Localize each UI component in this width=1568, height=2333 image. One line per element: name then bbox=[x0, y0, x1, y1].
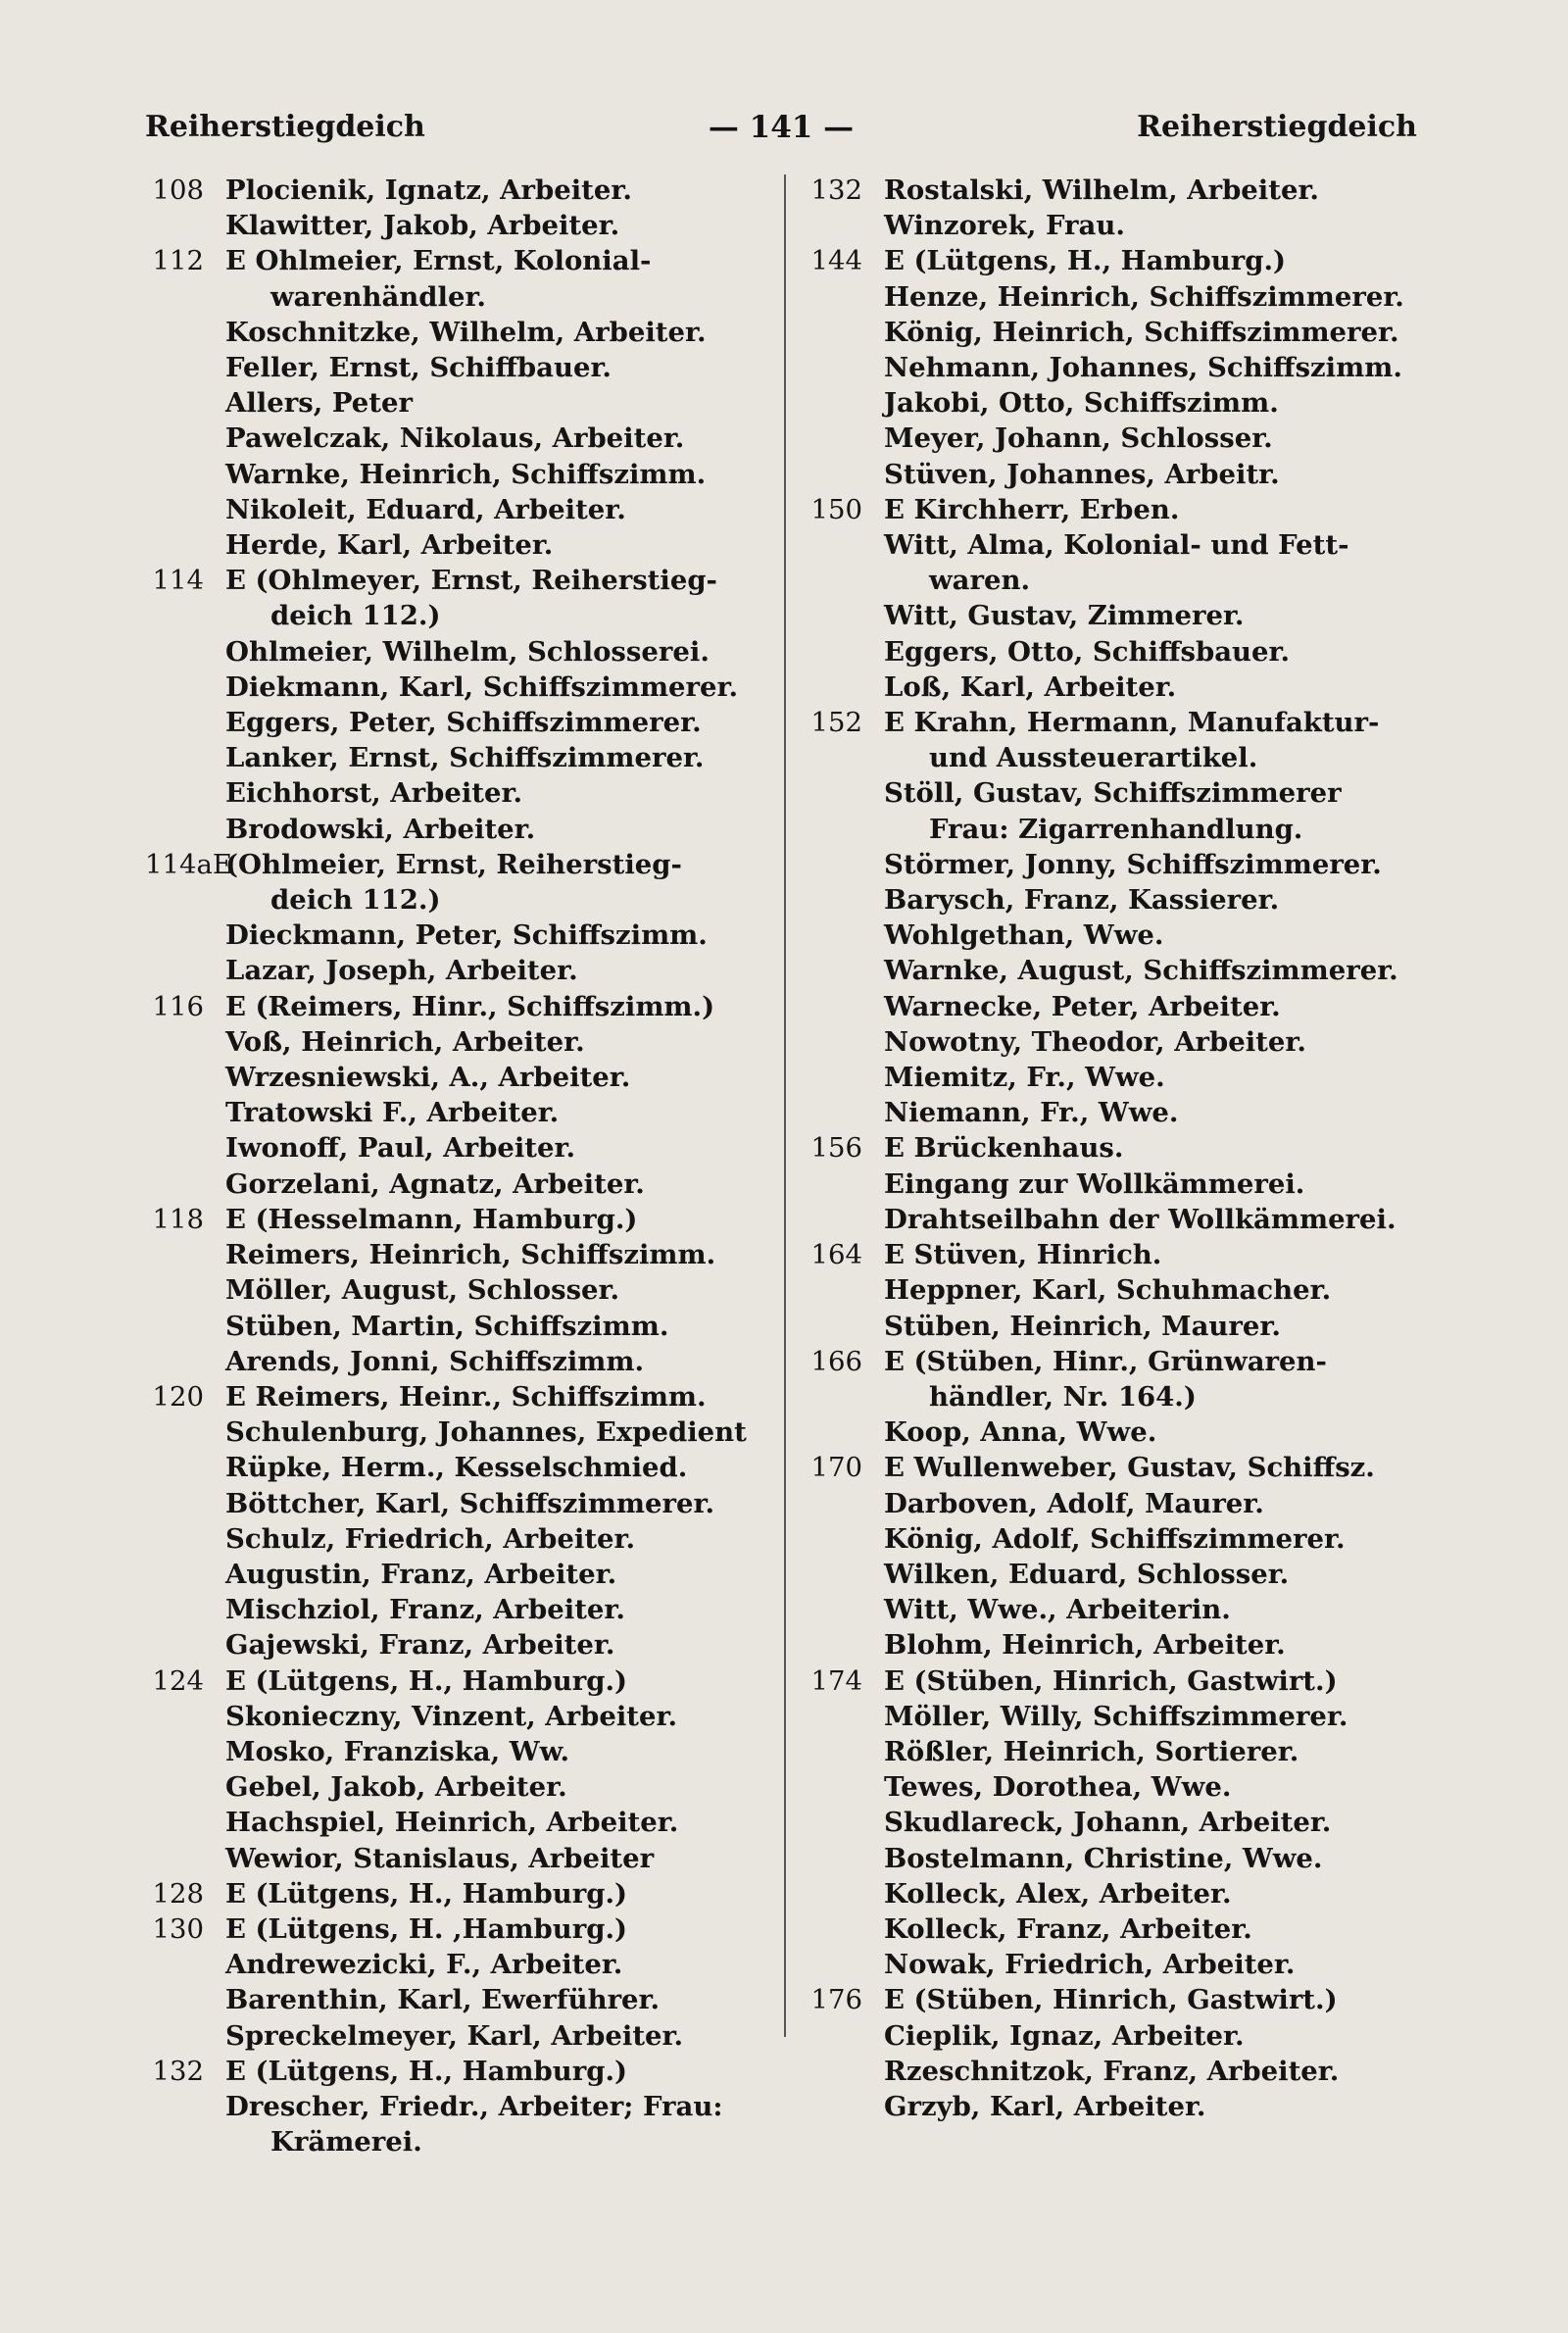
resident-line bbox=[145, 1309, 782, 1344]
house-line bbox=[804, 1130, 1441, 1166]
house-number: 156 bbox=[810, 1132, 862, 1165]
house-line bbox=[804, 173, 1441, 208]
resident-line bbox=[145, 775, 782, 811]
resident-line bbox=[804, 1947, 1441, 1982]
resident-line bbox=[804, 1202, 1441, 1237]
house-line bbox=[804, 1237, 1441, 1272]
entry-text: warenhändler. bbox=[270, 280, 486, 313]
house-line bbox=[804, 492, 1441, 527]
entry-text: Stüben, Heinrich, Maurer. bbox=[884, 1310, 1281, 1342]
entry-text: Nehmann, Johannes, Schiffszimm. bbox=[884, 352, 1402, 384]
entry-text: Warnke, Heinrich, Schiffszimm. bbox=[225, 458, 707, 490]
resident-line bbox=[145, 315, 782, 350]
resident-line bbox=[145, 812, 782, 847]
resident-line bbox=[145, 634, 782, 670]
resident-line bbox=[145, 1734, 782, 1769]
resident-line bbox=[145, 350, 782, 385]
entry-text: Voß, Heinrich, Arbeiter. bbox=[225, 1025, 585, 1058]
resident-line bbox=[145, 1841, 782, 1876]
house-number: 130 bbox=[152, 1912, 204, 1945]
resident-line bbox=[145, 1769, 782, 1805]
entry-text: Kolleck, Alex, Arbeiter. bbox=[884, 1877, 1232, 1910]
entry-text: Wrzesniewski, A., Arbeiter. bbox=[225, 1062, 631, 1094]
entry-text: E (Lütgens, H., Hamburg.) bbox=[225, 1877, 628, 1910]
resident-line bbox=[145, 1805, 782, 1840]
resident-line bbox=[804, 847, 1441, 882]
resident-line bbox=[804, 1024, 1441, 1060]
house-number: 128 bbox=[152, 1877, 204, 1910]
entry-text: Nowak, Friedrich, Arbeiter. bbox=[884, 1949, 1296, 1981]
resident-line bbox=[145, 598, 782, 633]
entry-text: E (Stüben, Hinr., Grünwaren- bbox=[884, 1345, 1327, 1377]
entry-text: Rößler, Heinrich, Sortierer. bbox=[884, 1735, 1299, 1767]
header-street-left: Reiherstiegdeich bbox=[145, 110, 425, 144]
entry-text: Gorzelani, Agnatz, Arbeiter. bbox=[225, 1167, 645, 1200]
resident-line bbox=[804, 2054, 1441, 2089]
entry-text: Gajewski, Franz, Arbeiter. bbox=[225, 1629, 615, 1662]
entry-text: Lazar, Joseph, Arbeiter. bbox=[225, 955, 578, 987]
resident-line bbox=[804, 1841, 1441, 1876]
entry-text: Reimers, Heinrich, Schiffszimm. bbox=[225, 1239, 716, 1271]
resident-line bbox=[804, 775, 1441, 811]
resident-line bbox=[804, 2089, 1441, 2124]
entry-text: Ohlmeier, Wilhelm, Schlosserei. bbox=[225, 635, 710, 668]
entry-text: Tewes, Dorothea, Wwe. bbox=[884, 1771, 1232, 1804]
house-number: 124 bbox=[152, 1664, 204, 1697]
entry-text: Witt, Alma, Kolonial- und Fett- bbox=[884, 529, 1349, 562]
resident-line bbox=[145, 918, 782, 953]
entry-text: händler, Nr. 164.) bbox=[929, 1380, 1197, 1413]
house-number: 118 bbox=[152, 1203, 204, 1235]
header-street-right: Reiherstiegdeich bbox=[1137, 110, 1417, 144]
house-line bbox=[804, 1450, 1441, 1485]
resident-line bbox=[804, 1379, 1441, 1415]
entry-text: Stöll, Gustav, Schiffszimmerer bbox=[884, 777, 1342, 810]
resident-line bbox=[145, 1166, 782, 1202]
resident-line bbox=[804, 670, 1441, 705]
entry-text: Mosko, Franziska, Ww. bbox=[225, 1735, 570, 1767]
entry-text: E (Lütgens, H., Hamburg.) bbox=[225, 1664, 628, 1697]
resident-line bbox=[804, 1805, 1441, 1840]
resident-line bbox=[804, 1415, 1441, 1450]
entry-text: E (Stüben, Hinrich, Gastwirt.) bbox=[884, 1664, 1338, 1697]
address-entry bbox=[145, 989, 782, 1202]
resident-line bbox=[804, 918, 1441, 953]
entry-text: E (Lütgens, H. ,Hamburg.) bbox=[225, 1912, 628, 1945]
resident-line bbox=[145, 953, 782, 988]
entry-text: Herde, Karl, Arbeiter. bbox=[225, 529, 554, 562]
resident-line bbox=[804, 989, 1441, 1024]
address-entry bbox=[145, 2054, 782, 2160]
entry-text: Brodowski, Arbeiter. bbox=[225, 813, 536, 845]
page-header bbox=[145, 110, 1417, 159]
entry-text: Böttcher, Karl, Schiffszimmerer. bbox=[225, 1487, 715, 1519]
resident-line bbox=[145, 1344, 782, 1379]
entry-text: waren. bbox=[929, 565, 1031, 597]
entry-text: E (Lütgens, H., Hamburg.) bbox=[884, 245, 1287, 277]
entry-text: Witt, Gustav, Zimmerer. bbox=[884, 600, 1245, 632]
address-entry bbox=[145, 1379, 782, 1663]
resident-line bbox=[145, 492, 782, 527]
resident-line bbox=[804, 208, 1441, 243]
resident-line bbox=[804, 1911, 1441, 1947]
resident-line bbox=[804, 2018, 1441, 2054]
entry-text: Dieckmann, Peter, Schiffszimm. bbox=[225, 919, 708, 952]
entry-text: Tratowski F., Arbeiter. bbox=[225, 1097, 560, 1129]
entry-text: Krämerei. bbox=[270, 2126, 422, 2159]
address-entry bbox=[145, 243, 782, 563]
resident-line bbox=[145, 1557, 782, 1592]
entry-text: Darboven, Adolf, Maurer. bbox=[884, 1487, 1264, 1519]
resident-line bbox=[145, 1272, 782, 1308]
house-number: 114aE bbox=[145, 848, 232, 880]
entry-text: E (Reimers, Hinr., Schiffszimm.) bbox=[225, 990, 715, 1022]
resident-line bbox=[804, 598, 1441, 633]
entry-text: Eichhorst, Arbeiter. bbox=[225, 777, 523, 810]
house-line bbox=[145, 847, 782, 882]
resident-line bbox=[145, 1450, 782, 1485]
entry-text: E Brückenhaus. bbox=[884, 1132, 1124, 1165]
resident-line bbox=[145, 2089, 782, 2124]
entry-text: Möller, August, Schlosser. bbox=[225, 1274, 620, 1307]
resident-line bbox=[145, 457, 782, 492]
entry-text: Bostelmann, Christine, Wwe. bbox=[884, 1842, 1323, 1874]
entry-text: Nowotny, Theodor, Arbeiter. bbox=[884, 1025, 1306, 1058]
house-number: 116 bbox=[152, 990, 204, 1022]
entry-text: Arends, Jonni, Schiffszimm. bbox=[225, 1345, 645, 1377]
entry-text: Niemann, Fr., Wwe. bbox=[884, 1097, 1179, 1129]
entry-text: Mischziol, Franz, Arbeiter. bbox=[225, 1594, 625, 1626]
entry-text: Jakobi, Otto, Schiffszimm. bbox=[884, 387, 1279, 420]
house-number: 170 bbox=[810, 1452, 862, 1484]
resident-line bbox=[804, 350, 1441, 385]
entry-text: Rostalski, Wilhelm, Arbeiter. bbox=[884, 174, 1319, 206]
resident-line bbox=[804, 1095, 1441, 1130]
entry-text: E (Ohlmeyer, Ernst, Reiherstieg- bbox=[225, 565, 717, 597]
entry-text: König, Adolf, Schiffszimmerer. bbox=[884, 1522, 1346, 1555]
address-entry bbox=[145, 1663, 782, 1876]
entry-text: Nikoleit, Eduard, Arbeiter. bbox=[225, 493, 626, 525]
address-entry bbox=[804, 492, 1441, 705]
resident-line bbox=[804, 385, 1441, 421]
house-line bbox=[804, 243, 1441, 278]
entry-text: Eggers, Otto, Schiffsbauer. bbox=[884, 635, 1291, 668]
house-number: 152 bbox=[810, 707, 862, 739]
house-number: 174 bbox=[810, 1664, 862, 1697]
resident-line bbox=[804, 740, 1441, 775]
entry-text: E Wullenweber, Gustav, Schiffsz. bbox=[884, 1452, 1375, 1484]
entry-text: deich 112.) bbox=[270, 600, 441, 632]
house-number: 108 bbox=[152, 174, 204, 206]
house-line bbox=[804, 1663, 1441, 1699]
entry-text: Warnke, August, Schiffszimmerer. bbox=[884, 955, 1398, 987]
address-entry bbox=[804, 1344, 1441, 1451]
entry-text: Warnecke, Peter, Arbeiter. bbox=[884, 990, 1281, 1022]
resident-line bbox=[804, 1734, 1441, 1769]
address-entry bbox=[804, 1982, 1441, 2124]
entry-text: E (Lütgens, H., Hamburg.) bbox=[225, 2055, 628, 2087]
entry-text: König, Heinrich, Schiffszimmerer. bbox=[884, 316, 1399, 348]
entry-text: Stüben, Martin, Schiffszimm. bbox=[225, 1310, 669, 1342]
house-line bbox=[804, 705, 1441, 740]
house-line bbox=[145, 243, 782, 278]
entry-text: Blohm, Heinrich, Arbeiter. bbox=[884, 1629, 1286, 1662]
address-entry bbox=[145, 1876, 782, 1911]
resident-line bbox=[145, 705, 782, 740]
address-entry bbox=[804, 1237, 1441, 1344]
resident-line bbox=[145, 1699, 782, 1734]
resident-line bbox=[145, 1486, 782, 1521]
address-entry bbox=[145, 1202, 782, 1379]
resident-line bbox=[804, 315, 1441, 350]
entry-text: Gebel, Jakob, Arbeiter. bbox=[225, 1771, 567, 1804]
resident-line bbox=[145, 527, 782, 563]
entry-text: Barenthin, Karl, Ewerführer. bbox=[225, 1984, 661, 2016]
house-number: 176 bbox=[810, 1984, 862, 2016]
entry-text: (Ohlmeier, Ernst, Reiherstieg- bbox=[225, 848, 682, 880]
resident-line bbox=[145, 385, 782, 421]
house-number: 166 bbox=[810, 1345, 862, 1377]
entry-text: Grzyb, Karl, Arbeiter. bbox=[884, 2090, 1206, 2122]
entry-text: E (Hesselmann, Hamburg.) bbox=[225, 1203, 638, 1235]
resident-line bbox=[145, 1095, 782, 1130]
entry-text: E Kirchherr, Erben. bbox=[884, 493, 1180, 525]
resident-line bbox=[145, 279, 782, 315]
resident-line bbox=[804, 953, 1441, 988]
house-number: 132 bbox=[152, 2055, 204, 2087]
resident-line bbox=[145, 2018, 782, 2054]
entry-text: Andrewezicki, F., Arbeiter. bbox=[225, 1949, 623, 1981]
resident-line bbox=[145, 882, 782, 918]
house-line bbox=[804, 1982, 1441, 2017]
house-number: 164 bbox=[810, 1239, 862, 1271]
house-number: 132 bbox=[810, 174, 862, 206]
address-entry bbox=[145, 173, 782, 243]
entry-text: Eggers, Peter, Schiffszimmerer. bbox=[225, 707, 702, 739]
resident-line bbox=[804, 421, 1441, 456]
entry-text: Plocienik, Ignatz, Arbeiter. bbox=[225, 174, 632, 206]
right-column bbox=[804, 173, 1441, 2124]
entry-text: E Ohlmeier, Ernst, Kolonial- bbox=[225, 245, 652, 277]
entry-text: Eingang zur Wollkämmerei. bbox=[884, 1167, 1305, 1200]
resident-line bbox=[145, 208, 782, 243]
resident-line bbox=[804, 1309, 1441, 1344]
entry-text: Wewior, Stanislaus, Arbeiter bbox=[225, 1842, 655, 1874]
house-line bbox=[804, 1344, 1441, 1379]
address-entry bbox=[145, 847, 782, 989]
entry-text: Wohlgethan, Wwe. bbox=[884, 919, 1164, 952]
entry-text: Drahtseilbahn der Wollkämmerei. bbox=[884, 1203, 1396, 1235]
resident-line bbox=[145, 670, 782, 705]
resident-line bbox=[145, 1592, 782, 1627]
entry-text: E Krahn, Hermann, Manufaktur- bbox=[884, 707, 1380, 739]
house-line bbox=[145, 989, 782, 1024]
resident-line bbox=[804, 1557, 1441, 1592]
entry-text: Spreckelmeyer, Karl, Arbeiter. bbox=[225, 2019, 684, 2052]
resident-line bbox=[145, 1130, 782, 1166]
house-number: 150 bbox=[810, 493, 862, 525]
house-line bbox=[145, 2054, 782, 2089]
resident-line bbox=[804, 563, 1441, 598]
resident-line bbox=[804, 1592, 1441, 1627]
resident-line bbox=[145, 421, 782, 456]
entry-text: Winzorek, Frau. bbox=[884, 210, 1125, 242]
resident-line bbox=[804, 634, 1441, 670]
address-entry bbox=[804, 173, 1441, 243]
address-entry bbox=[145, 1911, 782, 2054]
entry-text: Meyer, Johann, Schlosser. bbox=[884, 422, 1273, 455]
entry-text: Stüven, Johannes, Arbeitr. bbox=[884, 458, 1280, 490]
resident-line bbox=[145, 1982, 782, 2017]
resident-line bbox=[804, 812, 1441, 847]
resident-line bbox=[145, 1947, 782, 1982]
resident-line bbox=[804, 1060, 1441, 1095]
entry-text: E Stüven, Hinrich. bbox=[884, 1239, 1162, 1271]
entry-text: Diekmann, Karl, Schiffszimmerer. bbox=[225, 670, 739, 703]
entry-text: Skudlareck, Johann, Arbeiter. bbox=[884, 1807, 1332, 1839]
address-entry bbox=[804, 1450, 1441, 1663]
resident-line bbox=[804, 1627, 1441, 1663]
address-entry bbox=[145, 563, 782, 847]
entry-text: Heppner, Karl, Schuhmacher. bbox=[884, 1274, 1332, 1307]
resident-line bbox=[145, 2124, 782, 2159]
resident-line bbox=[145, 1521, 782, 1557]
address-entry bbox=[804, 1663, 1441, 1983]
entry-text: Barysch, Franz, Kassierer. bbox=[884, 884, 1280, 917]
entry-text: Koschnitzke, Wilhelm, Arbeiter. bbox=[225, 316, 707, 348]
entry-text: Wilken, Eduard, Schlosser. bbox=[884, 1558, 1290, 1590]
entry-text: Loß, Karl, Arbeiter. bbox=[884, 670, 1177, 703]
entry-text: Koop, Anna, Wwe. bbox=[884, 1416, 1157, 1449]
house-number: 114 bbox=[152, 565, 204, 597]
resident-line bbox=[804, 1272, 1441, 1308]
resident-line bbox=[145, 1415, 782, 1450]
house-number: 112 bbox=[152, 245, 204, 277]
entry-text: Skonieczny, Vinzent, Arbeiter. bbox=[225, 1700, 678, 1732]
address-entry bbox=[804, 705, 1441, 1130]
entry-text: Rzeschnitzok, Franz, Arbeiter. bbox=[884, 2055, 1340, 2087]
house-number: 120 bbox=[152, 1380, 204, 1413]
resident-line bbox=[145, 1024, 782, 1060]
house-number: 144 bbox=[810, 245, 862, 277]
entry-text: Feller, Ernst, Schiffbauer. bbox=[225, 352, 612, 384]
entry-text: Schulz, Friedrich, Arbeiter. bbox=[225, 1522, 636, 1555]
entry-text: Henze, Heinrich, Schiffszimmerer. bbox=[884, 280, 1404, 313]
resident-line bbox=[804, 1876, 1441, 1911]
house-line bbox=[145, 1379, 782, 1415]
resident-line bbox=[804, 457, 1441, 492]
resident-line bbox=[804, 882, 1441, 918]
entry-text: Iwonoff, Paul, Arbeiter. bbox=[225, 1132, 576, 1165]
entry-text: Cieplik, Ignaz, Arbeiter. bbox=[884, 2019, 1245, 2052]
page-number: — 141 — bbox=[708, 110, 855, 145]
resident-line bbox=[804, 1166, 1441, 1202]
resident-line bbox=[804, 527, 1441, 563]
house-line bbox=[145, 1911, 782, 1947]
house-line bbox=[145, 563, 782, 598]
entry-text: und Aussteuerartikel. bbox=[929, 742, 1258, 774]
entry-text: Augustin, Franz, Arbeiter. bbox=[225, 1558, 617, 1590]
resident-line bbox=[804, 1521, 1441, 1557]
entry-text: Witt, Wwe., Arbeiterin. bbox=[884, 1594, 1231, 1626]
column-divider bbox=[784, 174, 786, 2037]
left-column bbox=[145, 173, 782, 2159]
house-line bbox=[145, 1202, 782, 1237]
house-line bbox=[145, 173, 782, 208]
entry-text: deich 112.) bbox=[270, 884, 441, 917]
resident-line bbox=[804, 1769, 1441, 1805]
address-entry bbox=[804, 1130, 1441, 1237]
house-line bbox=[145, 1663, 782, 1699]
entry-text: Miemitz, Fr., Wwe. bbox=[884, 1062, 1165, 1094]
entry-text: Drescher, Friedr., Arbeiter; Frau: bbox=[225, 2090, 723, 2122]
entry-text: Rüpke, Herm., Kesselschmied. bbox=[225, 1452, 688, 1484]
entry-text: Allers, Peter bbox=[225, 387, 413, 420]
resident-line bbox=[145, 1627, 782, 1663]
resident-line bbox=[145, 740, 782, 775]
house-line bbox=[145, 1876, 782, 1911]
entry-text: Möller, Willy, Schiffszimmerer. bbox=[884, 1700, 1348, 1732]
entry-text: E Reimers, Heinr., Schiffszimm. bbox=[225, 1380, 707, 1413]
resident-line bbox=[804, 279, 1441, 315]
entry-text: Klawitter, Jakob, Arbeiter. bbox=[225, 210, 620, 242]
resident-line bbox=[145, 1060, 782, 1095]
entry-text: Kolleck, Franz, Arbeiter. bbox=[884, 1912, 1252, 1945]
resident-line bbox=[804, 1699, 1441, 1734]
entry-text: Frau: Zigarrenhandlung. bbox=[929, 813, 1303, 845]
entry-text: Schulenburg, Johannes, Expedient bbox=[225, 1416, 747, 1449]
entry-text: Hachspiel, Heinrich, Arbeiter. bbox=[225, 1807, 679, 1839]
entry-text: E (Stüben, Hinrich, Gastwirt.) bbox=[884, 1984, 1338, 2016]
resident-line bbox=[804, 1486, 1441, 1521]
entry-text: Störmer, Jonny, Schiffszimmerer. bbox=[884, 848, 1382, 880]
entry-text: Pawelczak, Nikolaus, Arbeiter. bbox=[225, 422, 685, 455]
resident-line bbox=[145, 1237, 782, 1272]
address-entry bbox=[804, 243, 1441, 491]
entry-text: Lanker, Ernst, Schiffszimmerer. bbox=[225, 742, 705, 774]
